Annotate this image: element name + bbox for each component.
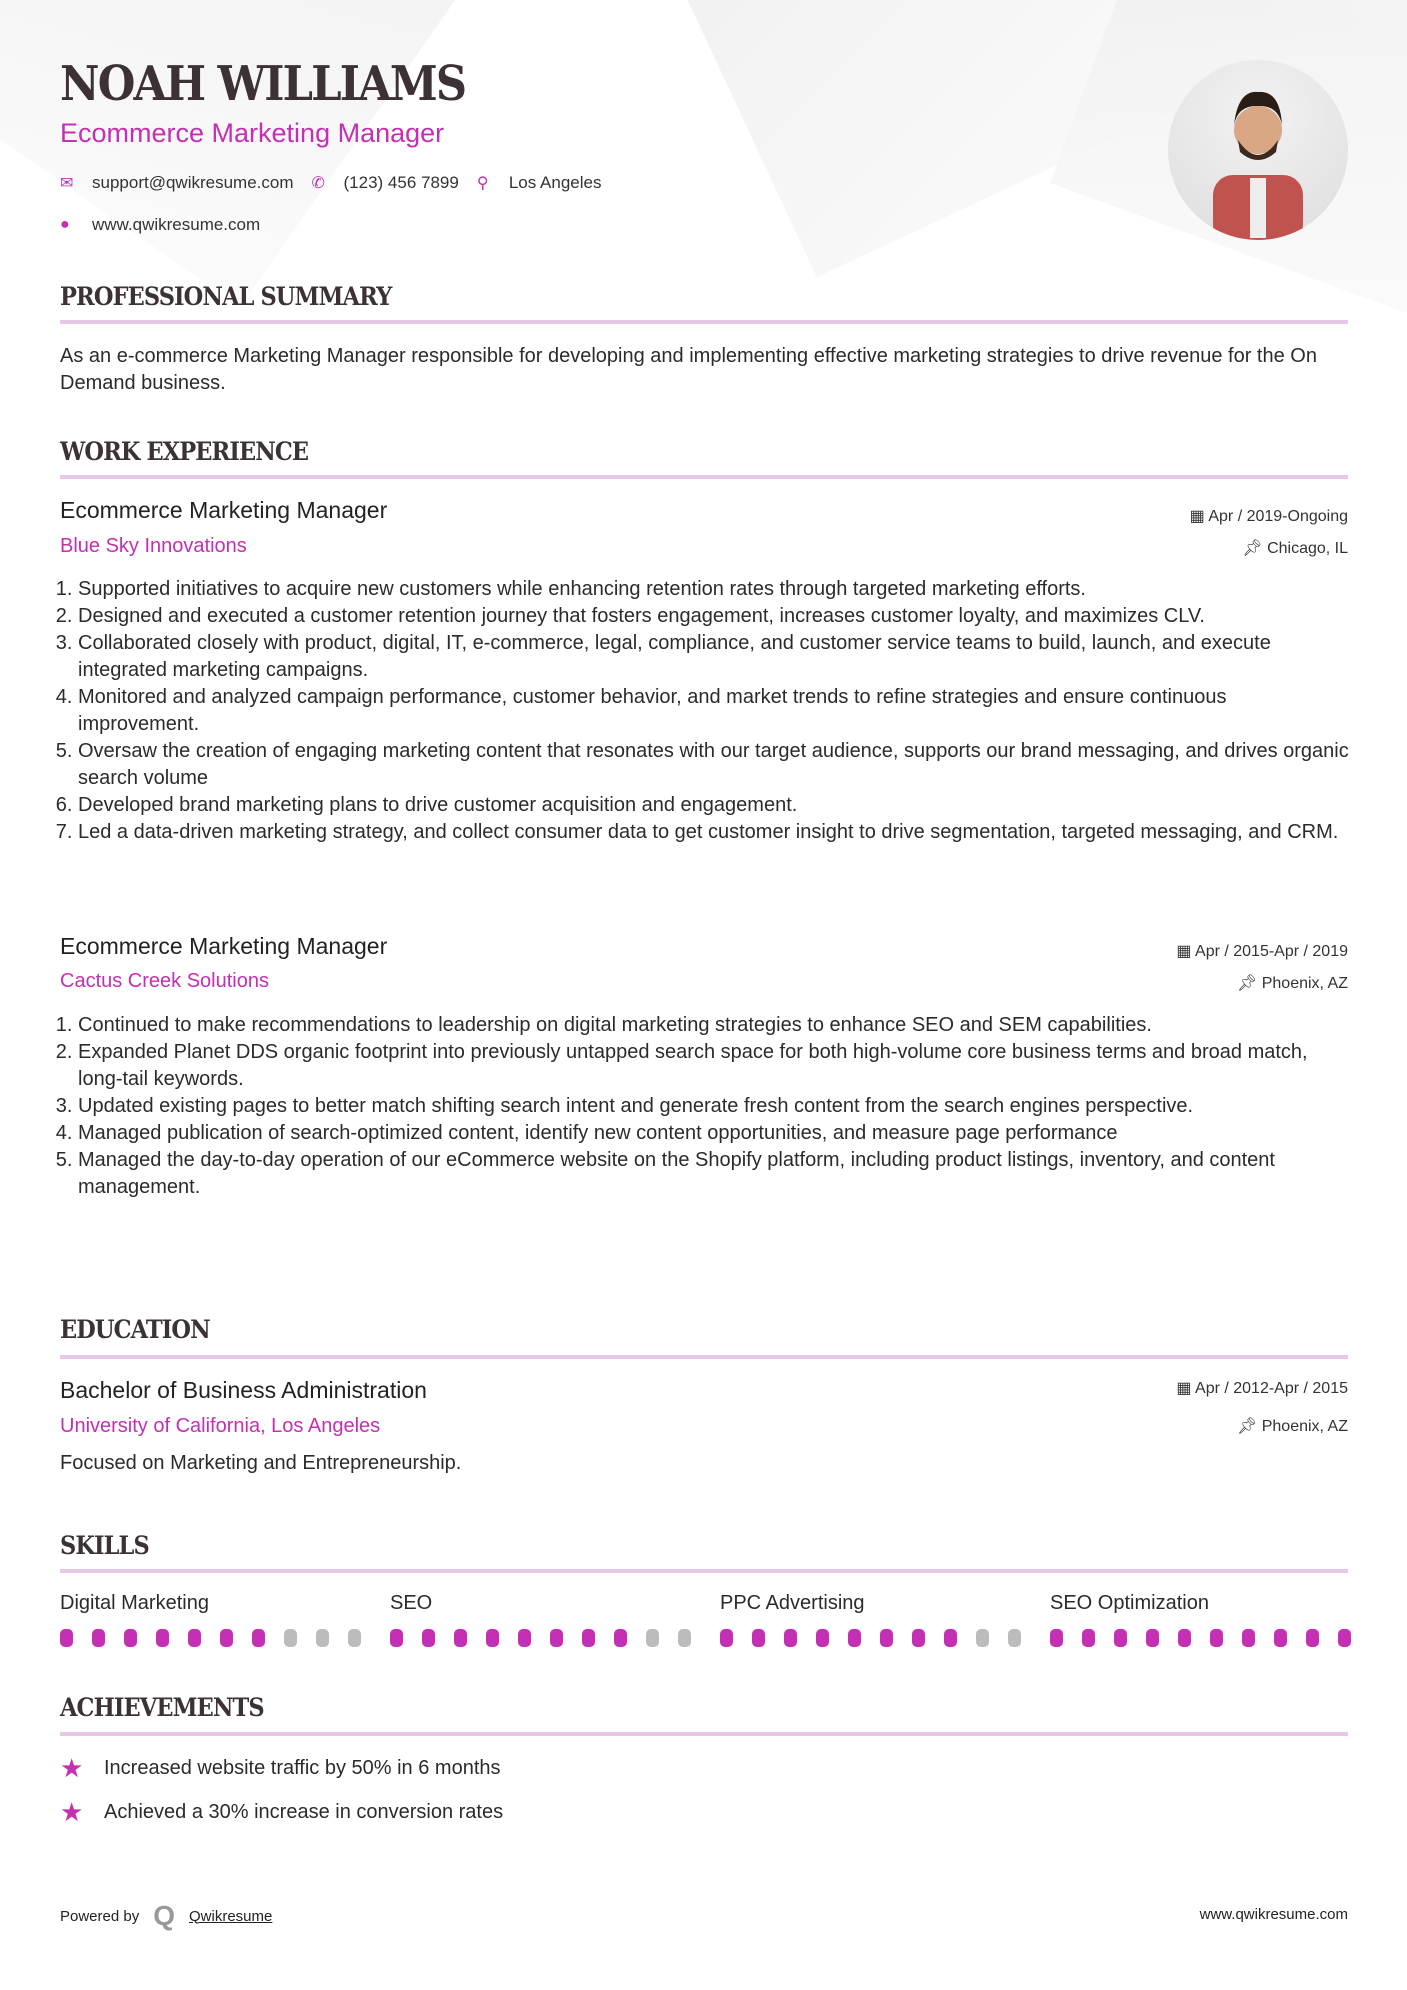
contact-row	[60, 173, 601, 193]
edu-dates	[1176, 1378, 1348, 1398]
job-bullets	[60, 576, 1350, 846]
map-pin-icon: ⚲	[476, 175, 489, 192]
footer-site[interactable]: www.qwikresume.com	[1199, 1906, 1348, 1923]
email[interactable]: support@qwikresume.com	[92, 173, 294, 192]
dates: Apr / 2019-Ongoing	[1208, 508, 1348, 525]
skills-heading: SKILLS	[60, 1531, 149, 1560]
skill-dot	[390, 1629, 403, 1647]
skill-level	[390, 1629, 691, 1647]
profile-photo	[1168, 60, 1348, 240]
company-name: Blue Sky Innovations	[60, 535, 247, 557]
website-row	[60, 215, 260, 235]
list-item: 4. Monitored and analyzed campaign performance, customer behavior, and market trends to refine strategies and ensure continuous improvement.	[78, 684, 1350, 738]
skill-dot	[60, 1629, 73, 1647]
degree: Bachelor of Business Administration	[60, 1377, 427, 1403]
job-location	[1242, 538, 1348, 558]
skill-dot	[1274, 1629, 1287, 1647]
skill-dot	[678, 1629, 691, 1647]
list-item: 1. Continued to make recommendations to leadership on digital marketing strategies to enhance SEO and SEM capabilities.	[78, 1012, 1350, 1039]
pin-icon: 📌︎	[1236, 1418, 1262, 1435]
divider	[60, 475, 1348, 479]
calendar-icon: ▦	[1176, 943, 1196, 960]
skill-dot	[188, 1629, 201, 1647]
brand-link[interactable]: Qwikresume	[189, 1907, 273, 1925]
qwikresume-logo-icon: Q	[153, 1900, 175, 1931]
experience-heading: WORK EXPERIENCE	[60, 437, 309, 466]
skill-dot	[284, 1629, 297, 1647]
company-name: Cactus Creek Solutions	[60, 970, 269, 992]
skill-dot	[486, 1629, 499, 1647]
candidate-title: Ecommerce Marketing Manager	[60, 118, 445, 148]
list-item: 1. Supported initiatives to acquire new customers while enhancing retention rates through targeted marketing efforts.	[78, 576, 1350, 603]
divider	[60, 320, 1348, 324]
achievements-heading: ACHIEVEMENTS	[60, 1693, 264, 1722]
skill-name: PPC Advertising	[720, 1592, 865, 1614]
education-heading: EDUCATION	[60, 1315, 210, 1344]
job-dates	[1176, 941, 1348, 961]
skill-dot	[550, 1629, 563, 1647]
calendar-icon: ▦	[1176, 1380, 1196, 1397]
achievement-text: Achieved a 30% increase in conversion rates	[104, 1801, 504, 1823]
skill-dot	[880, 1629, 893, 1647]
skill-dot	[1114, 1629, 1127, 1647]
skill-dot	[422, 1629, 435, 1647]
skill-dot	[1338, 1629, 1351, 1647]
skill-name: SEO Optimization	[1050, 1592, 1209, 1614]
skill-dot	[1242, 1629, 1255, 1647]
candidate-name: NOAH WILLIAMS	[60, 56, 466, 112]
skill-dot	[646, 1629, 659, 1647]
school: University of California, Los Angeles	[60, 1415, 381, 1437]
skill-dot	[220, 1629, 233, 1647]
job-dates	[1190, 506, 1348, 526]
list-item: 6. Developed brand marketing plans to drive customer acquisition and engagement.	[78, 792, 1350, 819]
divider	[60, 1569, 1348, 1573]
skill-dot	[784, 1629, 797, 1647]
job-title: Ecommerce Marketing Manager	[60, 933, 388, 959]
list-item: 7. Led a data-driven marketing strategy, and collect consumer data to get customer insight to drive segmentation, targeted messaging, and CRM.	[78, 819, 1350, 846]
skill-dot	[1210, 1629, 1223, 1647]
skill-dot	[1082, 1629, 1095, 1647]
list-item: 5. Managed the day-to-day operation of our eCommerce website on the Shopify platform, including product listings, inventory, and content management.	[78, 1147, 1350, 1201]
location: Chicago, IL	[1267, 540, 1348, 557]
skill-level	[1050, 1629, 1351, 1647]
skill-dot	[976, 1629, 989, 1647]
skill-dot	[92, 1629, 105, 1647]
skill-dot	[518, 1629, 531, 1647]
skill-dot	[848, 1629, 861, 1647]
skill-name: Digital Marketing	[60, 1592, 209, 1614]
skill-dot	[614, 1629, 627, 1647]
location: Los Angeles	[508, 173, 602, 192]
skill-level	[720, 1629, 1021, 1647]
calendar-icon: ▦	[1189, 508, 1209, 525]
skill-dot	[156, 1629, 169, 1647]
skill-level	[60, 1629, 361, 1647]
skill-dot	[1050, 1629, 1063, 1647]
summary-text: As an e-commerce Marketing Manager responsible for developing and implementing effective marketing strategies to drive revenue for the On Demand business.	[60, 345, 1317, 394]
location: Phoenix, AZ	[1261, 1418, 1348, 1435]
skill-name: SEO	[390, 1592, 433, 1614]
divider	[60, 1732, 1348, 1736]
job-bullets	[60, 1012, 1350, 1201]
phone-icon: ✆	[311, 175, 325, 192]
summary-heading: PROFESSIONAL SUMMARY	[60, 282, 392, 311]
achievement-text: Increased website traffic by 50% in 6 months	[104, 1757, 501, 1779]
list-item: 3. Updated existing pages to better match shifting search intent and generate fresh content from the search engines perspective.	[78, 1093, 1350, 1120]
job-title: Ecommerce Marketing Manager	[60, 497, 388, 523]
powered-by: Powered by	[60, 1907, 140, 1925]
skill-dot	[1306, 1629, 1319, 1647]
skill-dot	[124, 1629, 137, 1647]
education-note: Focused on Marketing and Entrepreneurship.	[60, 1452, 462, 1474]
footer-left	[60, 1900, 272, 1932]
pin-icon: 📌︎	[1236, 975, 1262, 992]
skill-dot	[252, 1629, 265, 1647]
list-item: 4. Managed publication of search-optimized content, identify new content opportunities, and measure page performance	[78, 1120, 1350, 1147]
globe-icon: ●	[60, 216, 70, 233]
achievement-item	[60, 1797, 503, 1828]
list-item: 5. Oversaw the creation of engaging marketing content that resonates with our target audience, supports our brand messaging, and drives organic search volume	[78, 738, 1350, 792]
list-item: 2. Designed and executed a customer retention journey that fosters engagement, increases customer loyalty, and maximizes CLV.	[78, 603, 1350, 630]
pin-icon: 📌︎	[1242, 540, 1268, 557]
star-icon: ★	[60, 1753, 84, 1783]
skill-dot	[944, 1629, 957, 1647]
dates: Apr / 2012-Apr / 2015	[1195, 1380, 1348, 1397]
star-icon: ★	[60, 1797, 84, 1827]
divider	[60, 1355, 1348, 1359]
skill-dot	[454, 1629, 467, 1647]
location: Phoenix, AZ	[1261, 975, 1348, 992]
list-item: 2. Expanded Planet DDS organic footprint into previously untapped search space for both high-volume core business terms and broad match, long-tail keywords.	[78, 1039, 1350, 1093]
job-location	[1237, 973, 1348, 993]
edu-location	[1237, 1416, 1348, 1436]
skill-dot	[912, 1629, 925, 1647]
website[interactable]: www.qwikresume.com	[92, 215, 261, 234]
skill-dot	[1178, 1629, 1191, 1647]
skill-dot	[1008, 1629, 1021, 1647]
skill-dot	[582, 1629, 595, 1647]
skill-dot	[316, 1629, 329, 1647]
skill-dot	[348, 1629, 361, 1647]
skill-dot	[816, 1629, 829, 1647]
skill-dot	[752, 1629, 765, 1647]
achievement-item	[60, 1753, 501, 1784]
list-item: 3. Collaborated closely with product, digital, IT, e-commerce, legal, compliance, and customer service teams to build, launch, and execute integrated marketing campaigns.	[78, 630, 1350, 684]
envelope-icon: ✉	[60, 175, 74, 192]
phone: (123) 456 7899	[343, 173, 459, 192]
skill-dot	[1146, 1629, 1159, 1647]
dates: Apr / 2015-Apr / 2019	[1195, 943, 1348, 960]
skill-dot	[720, 1629, 733, 1647]
